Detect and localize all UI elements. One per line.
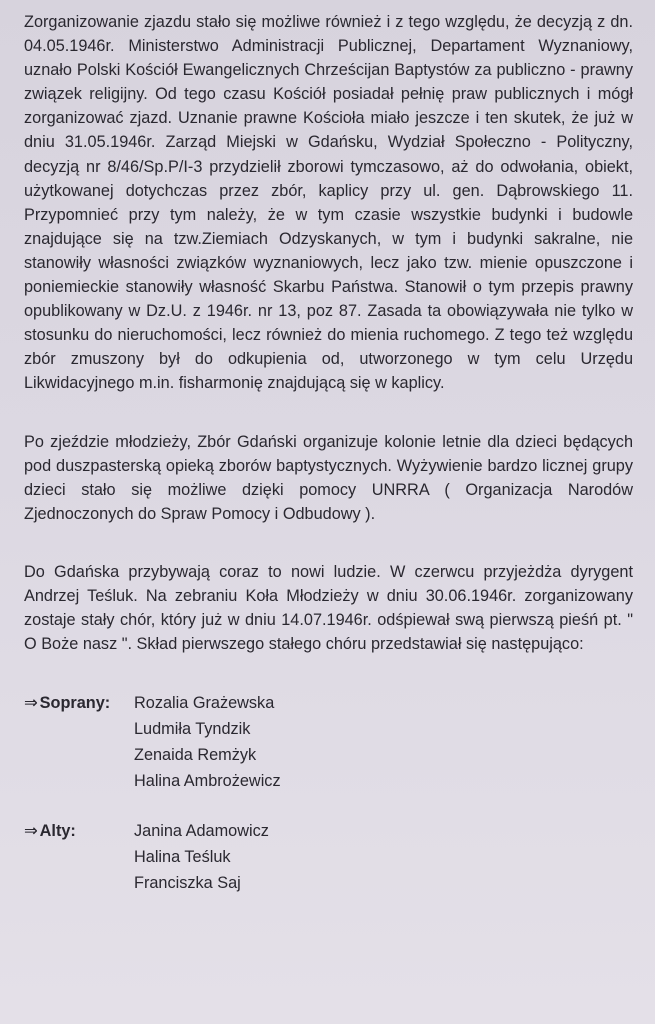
paragraph-church-recognition: Zorganizowanie zjazdu stało się możliwe również i z tego względu, że decyzją z dn. 04.05.1946r. Ministerstwo Administracji Publicznej, Departament Wyznaniowy, uznało Polski Kościół Ewangelicznych Chrześcijan Baptystów za publiczno - prawny związek religijny. Od tego czasu Kościół posiadał pełnię praw publicznych i mógł zorganizować zjazd. Uznanie prawne Kościoła miało jeszcze i ten skutek, że już w dniu 31.05.1946r. Zarząd Miejski w Gdańsku, Wydział Społeczno - Polityczny, decyzją nr 8/46/Sp.P/I-3 przydzielił zborowi tymczasowo, aż do odwołania, obiekt, użytkowanej dotychczas przez zbór, kaplicy przy ul. gen. Dąbrowskiego 11. Przypomnieć przy tym należy, że w tym czasie wszystkie budynki i budowle znajdujące się na tzw.Ziemiach Odzyskanych, w tym i budynki sakralne, nie stanowiły własności związków wyznaniowych, lecz jako tzw. mienie opuszczone i poniemieckie stanowiły własność Skarbu Państwa. Stanowił o tym przepis prawny opublikowany w Dz.U. z 1946r. nr 13, poz 87. Zasada ta obowiązywała nie tylko w stosunku do nieruchomości, lecz również do mienia ruchomego. Z tego też względu zbór zmuszony był do odkupienia od, utworzonego w tym celu Urzędu Likwidacyjnego m.in. fisharmonię znajdującą się w kaplicy. — [24, 13, 633, 393]
arrow-right-icon: ⇒ — [24, 822, 38, 841]
list-item: Halina Teśluk — [134, 848, 231, 867]
altos-label: ⇒ Alty: — [24, 822, 76, 841]
list-item: Franciszka Saj — [134, 874, 241, 893]
sopranos-section — [24, 690, 633, 794]
paragraph-choir-founding: Do Gdańska przybywają coraz to nowi ludzie. W czerwcu przyjeżdża dyrygent Andrzej Teśluk. Na zebraniu Koła Młodzieży w dniu 30.06.1946r. zorganizowany zostaje stały chór, który już w dniu 14.07.1946r. odśpiewał swą pierwszą pieśń pt. " O Boże nasz ". Skład pierwszego stałego chóru przedstawiał się następująco: — [24, 562, 633, 654]
altos-list — [134, 818, 269, 896]
arrow-right-icon: ⇒ — [24, 694, 38, 713]
sopranos-list — [134, 690, 281, 794]
list-item: Halina Ambrożewicz — [134, 772, 281, 791]
list-item: Zenaida Remżyk — [134, 746, 257, 765]
list-item: Rozalia Grażewska — [134, 694, 275, 713]
altos-section — [24, 818, 633, 896]
list-item: Janina Adamowicz — [134, 822, 269, 841]
list-item: Ludmiła Tyndzik — [134, 720, 251, 739]
sopranos-label: ⇒ Soprany: — [24, 694, 111, 713]
paragraph-summer-camps: Po zjeździe młodzieży, Zbór Gdański organizuje kolonie letnie dla dzieci będących pod duszpasterską opieką zborów baptystycznych. Wyżywienie bardzo licznej grupy dzieci stało się możliwe dzięki pomocy UNRRA ( Organizacja Narodów Zjednoczonych do Spraw Pomocy i Odbudowy ). — [24, 432, 633, 523]
